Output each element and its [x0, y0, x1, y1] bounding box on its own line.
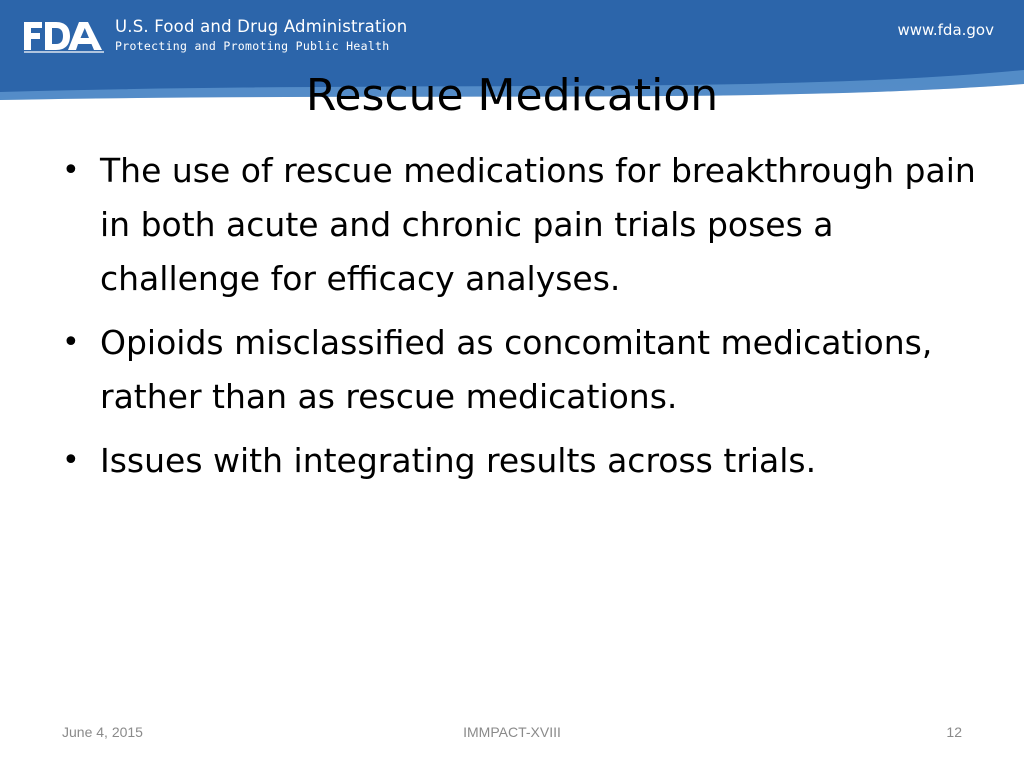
bullet-list [60, 144, 980, 498]
bullet-item [60, 144, 980, 306]
footer-date: June 4, 2015 [62, 724, 143, 740]
bullet-text: Opioids misclassified as concomitant medications, rather than as rescue medications. [100, 323, 933, 416]
bullet-text: The use of rescue medications for breakthrough pain in both acute and chronic pain trials poses a challenge for efficacy analyses. [100, 151, 976, 298]
bullet-marker: • [62, 443, 80, 478]
fda-logo-icon [22, 18, 106, 54]
slide-title: Rescue Medication [305, 70, 719, 121]
bullet-marker: • [62, 325, 80, 360]
agency-name: U.S. Food and Drug Administration [115, 17, 408, 36]
agency-tagline: Protecting and Promoting Public Health [115, 39, 390, 53]
site-url-link[interactable]: www.fda.gov [897, 21, 994, 39]
bullet-item [60, 434, 980, 488]
bullet-text: Issues with integrating results across trials. [100, 441, 817, 480]
bullet-marker: • [62, 153, 80, 188]
slide-number: 12 [946, 724, 962, 740]
footer-event-name: IMMPACT-XVIII [463, 724, 561, 740]
bullet-item [60, 316, 980, 424]
